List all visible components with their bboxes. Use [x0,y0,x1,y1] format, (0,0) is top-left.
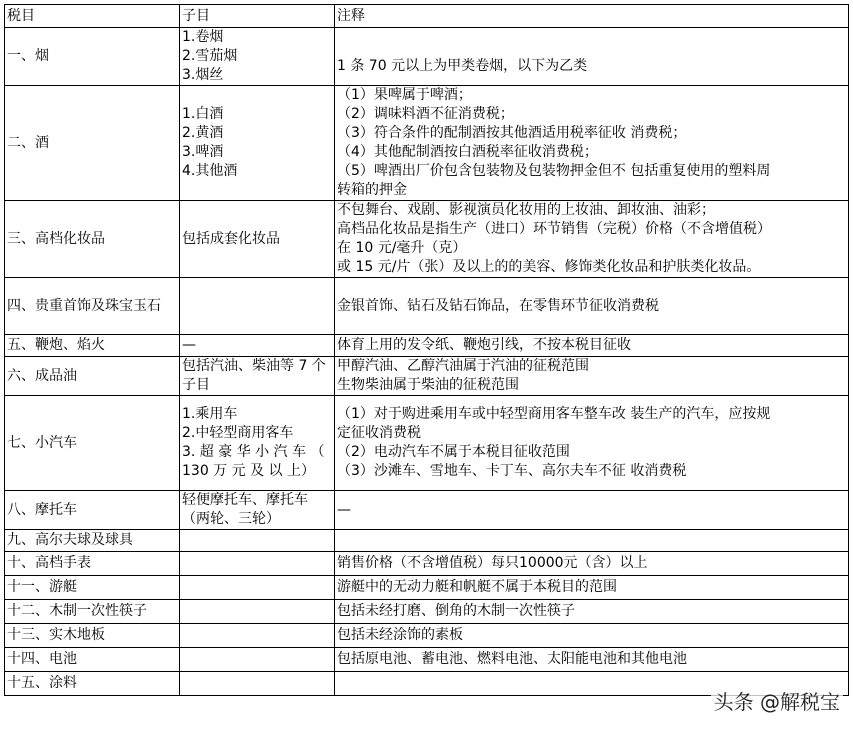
note-line [337,38,846,57]
tax-item-text: 二、酒 [7,134,49,151]
tax-item-text: 十、高档手表 [7,555,91,571]
sub-item-line: 1.卷烟 [182,29,224,45]
note-line: （2）电动汽车不属于本税目征收范围 [337,444,570,460]
tax-item-text: 八、摩托车 [7,501,77,518]
tax-item-cell [5,396,180,491]
tax-item-text: 七、小汽车 [7,434,77,451]
note-line: 生物柴油属于柴油的征税范围 [337,377,519,393]
tax-item-text: 十一、游艇 [7,579,77,595]
tax-item-text: 十二、木制一次性筷子 [7,603,147,619]
tax-item-text: 四、贵重首饰及珠宝玉石 [7,297,161,314]
sub-item-line: （两轮、三轮） [182,511,280,527]
tax-item-cell [5,491,180,530]
tax-item-cell [5,672,180,696]
sub-item-cell [180,648,335,672]
tax-item-text: 一、烟 [7,48,49,64]
table-row [5,28,849,86]
sub-item-cell [180,335,335,357]
note-cell [335,648,849,672]
tax-item-cell [5,552,180,576]
sub-item-line: 包括成套化妆品 [182,230,280,247]
table-row [5,600,849,624]
note-line: 定征收消费税 [337,425,421,441]
tax-item-cell [5,530,180,552]
sub-item-cell [180,491,335,530]
sub-item-line: 1.白酒 [182,106,224,122]
header-tax-item: 税目 [5,5,180,28]
table-row [5,201,849,278]
note-line: （5）啤酒出厂价包含包装物及包装物押金但不 包括重复使用的塑料周 [337,163,771,179]
note-line: 1 条 70 元以上为甲类卷烟，以下为乙类 [337,57,588,74]
note-cell [335,335,849,357]
note-line: — [337,501,351,518]
table-row [5,278,849,335]
sub-item-cell [180,28,335,86]
sub-item-line: — [182,337,196,353]
sub-item-cell [180,530,335,552]
sub-item-cell [180,600,335,624]
sub-item-cell [180,86,335,201]
sub-item-cell [180,278,335,335]
note-cell [335,576,849,600]
note-line: （1）果啤属于啤酒； [337,87,472,103]
sub-item-cell [180,576,335,600]
note-line: （1）对于购进乘用车或中轻型商用客车整车改 装生产的汽车，应按规 [337,406,771,422]
note-line: 不包舞台、戏剧、影视演员化妆用的上妆油、卸妆油、油彩； [337,202,715,218]
note-cell [335,530,849,552]
note-line: 包括未经涂饰的素板 [337,627,463,643]
tax-item-cell [5,648,180,672]
table-row [5,357,849,396]
tax-item-cell [5,624,180,648]
note-line: （3）沙滩车、雪地车、卡丁车、高尔夫车不征 收消费税 [337,463,687,479]
tax-item-cell [5,335,180,357]
sub-item-line: 3. 超 豪 华 小 汽 车 （ 130 万 元 及 以 上） [182,444,325,479]
table-row [5,491,849,530]
note-line: （4）其他配制酒按白酒税率征收消费税； [337,144,598,160]
table-row [5,648,849,672]
note-cell [335,278,849,335]
note-cell [335,28,849,86]
note-line: 销售价格（不含增值税）每只10000元（含）以上 [337,555,648,571]
watermark-text: 头条 @解税宝 [711,686,843,715]
tax-item-text: 十五、涂料 [7,675,77,691]
sub-item-line: 2.雪茄烟 [182,48,238,64]
sub-item-line: 1.乘用车 [182,406,238,422]
note-line: 甲醇汽油、乙醇汽油属于汽油的征税范围 [337,358,589,374]
sub-item-line: 2.黄酒 [182,125,224,141]
table-row [5,530,849,552]
note-line: （3）符合条件的配制酒按其他酒适用税率征收 消费税； [337,125,687,141]
table-row [5,86,849,201]
table-row [5,335,849,357]
sub-item-cell [180,672,335,696]
note-cell [335,201,849,278]
tax-item-text: 五、鞭炮、焰火 [7,337,105,353]
note-cell [335,357,849,396]
note-line: 游艇中的无动力艇和帆艇不属于本税目的范围 [337,579,617,595]
table-row [5,576,849,600]
header-row [5,5,849,28]
tax-item-cell [5,278,180,335]
tax-item-text: 十四、电池 [7,651,77,667]
tax-item-cell [5,201,180,278]
tax-item-text: 九、高尔夫球及球具 [7,532,133,548]
consumption-tax-table [4,4,849,696]
note-cell [335,600,849,624]
tax-item-text: 六、成品油 [7,367,77,384]
note-line: 包括未经打磨、倒角的木制一次性筷子 [337,603,575,619]
table-row [5,396,849,491]
note-cell [335,86,849,201]
note-cell [335,396,849,491]
note-cell [335,491,849,530]
tax-item-cell [5,576,180,600]
tax-item-text: 十三、实木地板 [7,627,105,643]
sub-item-cell [180,624,335,648]
sub-item-line: 3.啤酒 [182,144,224,160]
table-row [5,624,849,648]
note-line: 转箱的押金 [337,182,407,198]
note-line: 高档品化妆品是指生产（进口）环节销售（完税）价格（不含增值税） [337,221,771,237]
note-line: （2）调味料酒不征消费税； [337,106,514,122]
note-line: 在 10 元/毫升（克） [337,240,467,256]
tax-item-text: 三、高档化妆品 [7,230,105,247]
sub-item-cell [180,396,335,491]
note-line: 金银首饰、钻石及钻石饰品，在零售环节征收消费税 [337,297,659,314]
tax-item-cell [5,86,180,201]
sub-item-line: 3.烟丝 [182,67,224,83]
note-cell [335,552,849,576]
header-note: 注释 [335,5,849,28]
header-sub-item: 子目 [180,5,335,28]
note-line: 体育上用的发令纸、鞭炮引线，不按本税目征收 [337,337,631,353]
tax-item-cell [5,600,180,624]
sub-item-line: 包括汽油、柴油等 7 个子目 [182,358,326,393]
sub-item-cell [180,357,335,396]
sub-item-line: 轻便摩托车、摩托车 [182,492,308,508]
table-row [5,552,849,576]
tax-item-cell [5,28,180,86]
sub-item-cell [180,552,335,576]
note-line: 包括原电池、蓄电池、燃料电池、太阳能电池和其他电池 [337,651,687,667]
sub-item-cell [180,201,335,278]
note-cell [335,624,849,648]
tax-item-cell [5,357,180,396]
note-line: 或 15 元/片（张）及以上的的美容、修饰类化妆品和护肤类化妆品。 [337,259,761,275]
sub-item-line: 2.中轻型商用客车 [182,425,294,441]
sub-item-line: 4.其他酒 [182,163,238,179]
